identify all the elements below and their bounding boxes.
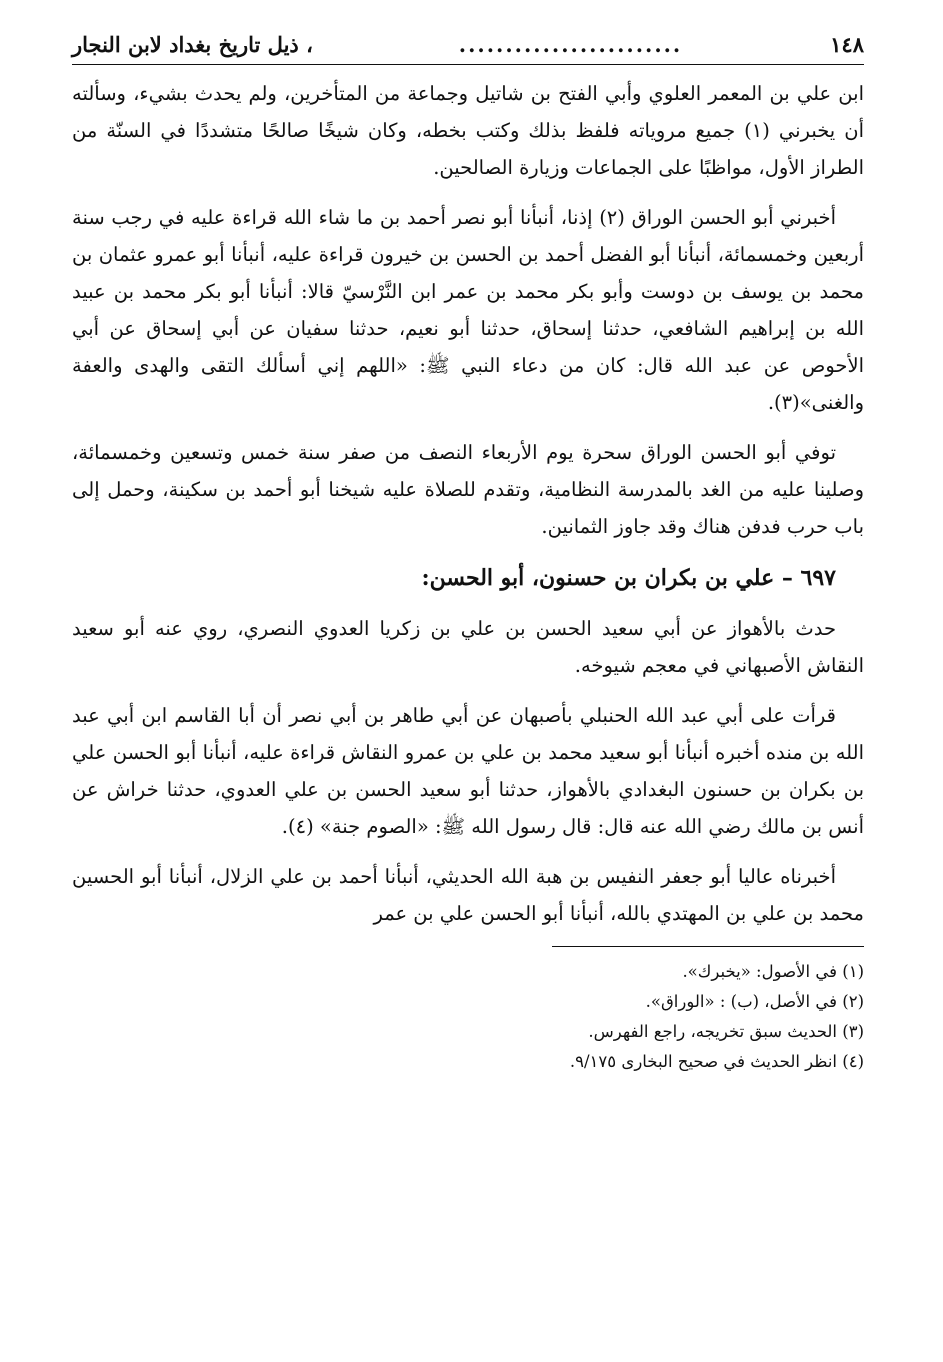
entry-paragraph: قرأت على أبي عبد الله الحنبلي بأصبهان عن أبي طاهر بن أبي نصر أن أبا القاسم ابن أبي عبد الله بن منده أخبره أنبأنا أبو سعيد محمد بن علي بن عمرو النقاش قراءة عليه، أنبأنا أبو الحسن علي بن بكران بن حسنون البغدادي بالأهواز، حدثنا أبو سعيد الحسن بن علي العدوي، حدثنا خراش عن أنس بن مالك رضي الله عنه قال: قال رسول الله ﷺ: «الصوم جنة» (٤).	[72, 704, 864, 838]
footnote: (٣) الحديث سبق تخريجه، راجع الفهرس.	[588, 1022, 864, 1041]
entry-paragraph: حدث بالأهواز عن أبي سعيد الحسن بن علي بن زكريا العدوي النصري، روي عنه أبو سعيد النقاش الأصبهاني في معجم شيوخه.	[72, 617, 864, 677]
book-title: ، ذيل تاريخ بغداد لابن النجار	[72, 32, 313, 57]
header-dot-leader: ........................	[458, 32, 683, 57]
footnote: (١) في الأصول: «يخبرك».	[682, 962, 864, 981]
body-paragraph: توفي أبو الحسن الوراق سحرة يوم الأربعاء النصف من صفر سنة خمس وتسعين وخمسمائة، وصلينا عليه من الغد بالمدرسة النظامية، وتقدم للصلاة عليه شيخنا أبو أحمد بن سكينة، وحمل إلى باب حرب فدفن هناك وقد جاوز الثمانين.	[72, 441, 864, 538]
body-paragraph: ابن علي بن المعمر العلوي وأبي الفتح بن شاتيل وجماعة من المتأخرين، ولم يحدث بشيء، وسألته أن يخبرني (١) جميع مروياته فلفظ بذلك وكتب بخطه، وكان شيخًا صالحًا متشددًا في السنّة من الطراز الأول، مواظبًا على الجماعات وزيارة الصالحين.	[72, 82, 864, 179]
entry-heading: ٦٩٧ – علي بن بكران بن حسنون، أبو الحسن:	[421, 565, 836, 591]
footnote: (٢) في الأصل، (ب) : «الوراق».	[645, 992, 864, 1011]
entry-paragraph: أخبرناه عاليا أبو جعفر النفيس بن هبة الله الحديثي، أنبأنا أحمد بن علي الزلال، أنبأنا أبو الحسين محمد بن علي بن المهتدي بالله، أنبأنا أبو الحسن علي بن عمر	[72, 865, 864, 925]
running-header	[72, 28, 864, 65]
document-page	[72, 28, 864, 1077]
footnotes	[72, 957, 864, 1077]
footnote: (٤) انظر الحديث في صحيح البخارى ٩/١٧٥.	[569, 1052, 864, 1071]
page-number: ١٤٨	[830, 32, 864, 57]
footnote-divider	[552, 946, 864, 947]
body-paragraph: أخبرني أبو الحسن الوراق (٢) إذنا، أنبأنا أبو نصر أحمد بن ما شاء الله قراءة عليه في رجب سنة أربعين وخمسمائة، أنبأنا أبو الفضل أحمد بن الحسن بن خيرون قراءة عليه، أنبأنا أبو عمرو عثمان بن محمد بن يوسف بن دوست وأبو بكر محمد بن عمر ابن النَّرْسيّ قالا: أنبأنا أبو بكر محمد بن عبيد الله بن إبراهيم الشافعي، حدثنا إسحاق، حدثنا أبو نعيم، حدثنا سفيان عن أبي إسحاق عن أبي الأحوص عن عبد الله قال: كان من دعاء النبي ﷺ: «اللهم إني أسألك التقى والهدى والعفة والغنى»(٣).	[72, 206, 864, 414]
